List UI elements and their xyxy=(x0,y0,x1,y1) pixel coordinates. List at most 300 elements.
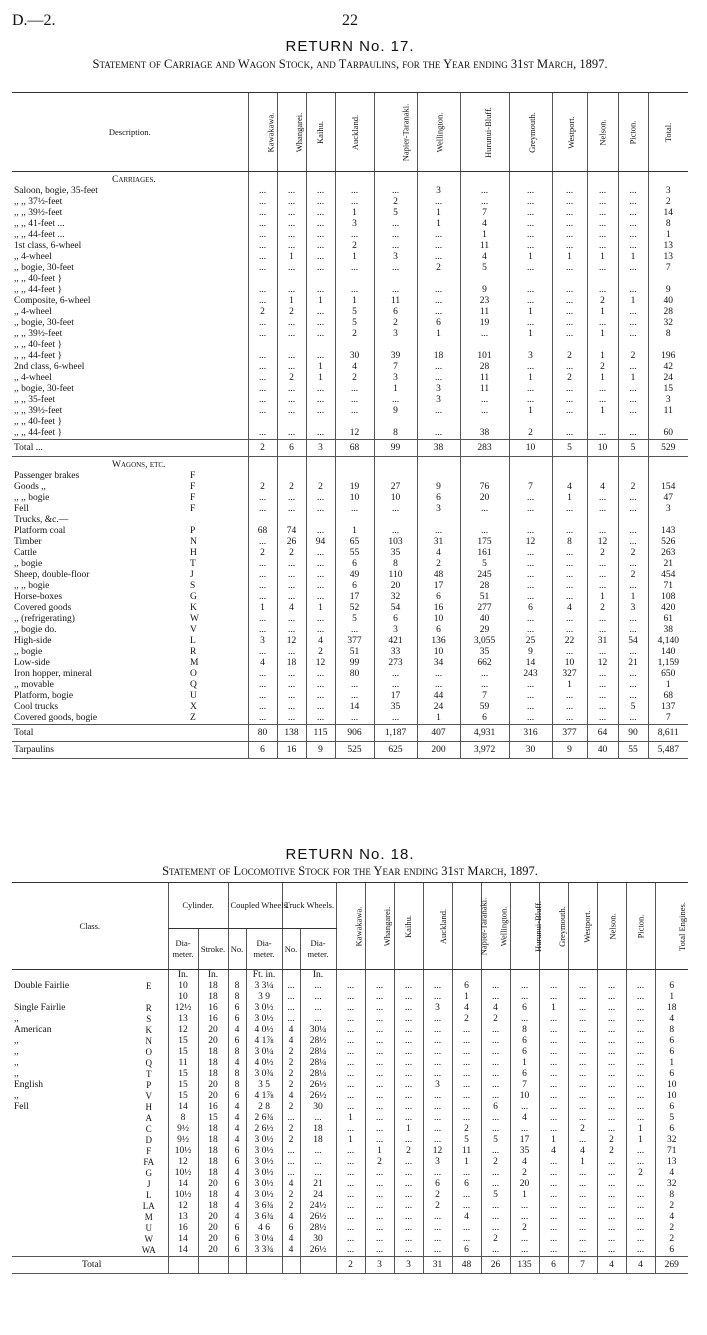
value-cell: ... xyxy=(597,1157,626,1168)
table-row xyxy=(12,713,688,725)
value-cell: ... xyxy=(626,981,655,992)
value-cell xyxy=(648,274,688,285)
value-cell: 3,972 xyxy=(460,742,509,759)
column-header xyxy=(336,883,365,970)
value-cell xyxy=(460,340,509,351)
value-cell: ... xyxy=(587,713,618,725)
cell xyxy=(248,457,277,472)
cell xyxy=(568,970,597,982)
value-cell: 526 xyxy=(648,537,688,548)
value-cell: ... xyxy=(509,625,552,636)
value-cell: 68 xyxy=(335,440,374,457)
value-cell: 31 xyxy=(417,537,460,548)
value-cell: ... xyxy=(568,1201,597,1212)
row-description xyxy=(12,318,248,329)
value-cell xyxy=(374,274,417,285)
row-label: ,, ,, 44-feet ... xyxy=(14,230,65,240)
value-cell: ... xyxy=(277,680,306,691)
table-row xyxy=(12,384,688,395)
value-cell: 26 xyxy=(481,1257,510,1274)
value-cell: 1 xyxy=(618,252,648,263)
class-name: ,, xyxy=(14,1036,19,1046)
spec-cell: 14 xyxy=(168,1245,198,1257)
value-cell: ... xyxy=(509,208,552,219)
value-cell: ... xyxy=(597,1223,626,1234)
spec-cell: ... xyxy=(300,1146,336,1157)
value-cell: ... xyxy=(335,197,374,208)
table-row xyxy=(12,658,688,669)
value-cell: 5 xyxy=(335,614,374,625)
value-cell: ... xyxy=(481,1091,510,1102)
row-description xyxy=(12,691,248,702)
class-letter: O xyxy=(145,1047,152,1057)
value-cell: 3 xyxy=(417,186,460,197)
value-cell: ... xyxy=(587,285,618,296)
value-cell: ... xyxy=(248,263,277,274)
value-cell: ... xyxy=(277,329,306,340)
value-cell: ... xyxy=(618,625,648,636)
value-cell: ... xyxy=(248,384,277,395)
value-cell: ... xyxy=(248,504,277,515)
value-cell: ... xyxy=(423,1124,452,1135)
value-cell: 3 xyxy=(248,636,277,647)
value-cell: 103 xyxy=(374,537,417,548)
value-cell xyxy=(417,340,460,351)
value-cell: ... xyxy=(552,559,587,570)
value-cell: 1 xyxy=(335,208,374,219)
value-cell: 6 xyxy=(481,1102,510,1113)
spec-cell: 4 xyxy=(282,1025,300,1036)
value-cell: 5,487 xyxy=(648,742,688,759)
spec-cell: 18 xyxy=(198,1190,228,1201)
value-cell: ... xyxy=(552,296,587,307)
value-cell: 1 xyxy=(335,296,374,307)
spec-cell: 18 xyxy=(198,1168,228,1179)
column-header xyxy=(365,883,394,970)
locomotive-row xyxy=(12,1168,688,1179)
value-cell: ... xyxy=(481,1025,510,1036)
value-cell: 1 xyxy=(306,296,335,307)
value-cell: 16 xyxy=(277,742,306,759)
value-cell: ... xyxy=(597,1102,626,1113)
value-cell: ... xyxy=(452,1091,481,1102)
spec-cell: 4 xyxy=(282,1212,300,1223)
row-label: Cool trucks xyxy=(14,702,59,712)
total-label: Total xyxy=(12,1257,168,1274)
value-cell: 16 xyxy=(417,603,460,614)
value-cell xyxy=(374,471,417,482)
value-cell: 60 xyxy=(648,428,688,440)
value-cell: ... xyxy=(552,263,587,274)
total-row xyxy=(12,742,688,759)
value-cell: ... xyxy=(509,362,552,373)
column-header xyxy=(597,883,626,970)
locomotive-row xyxy=(12,1234,688,1245)
row-description xyxy=(12,208,248,219)
value-cell: 55 xyxy=(618,742,648,759)
value-cell: ... xyxy=(510,1234,539,1245)
value-cell xyxy=(618,417,648,428)
row-class-letter: Z xyxy=(190,713,196,723)
spec-cell: 20 xyxy=(198,1179,228,1190)
column-header-label: Wellington. xyxy=(433,112,444,152)
value-cell: 1 xyxy=(509,307,552,318)
class-name xyxy=(12,992,130,1003)
value-cell: ... xyxy=(597,1047,626,1058)
value-cell: ... xyxy=(626,1102,655,1113)
value-cell: 3 xyxy=(394,1257,423,1274)
value-cell: ... xyxy=(481,1069,510,1080)
column-header-label: Total. xyxy=(662,122,673,142)
value-cell: ... xyxy=(481,1168,510,1179)
value-cell: ... xyxy=(481,1058,510,1069)
unit-cell xyxy=(282,970,300,982)
spec-cell: 30¼ xyxy=(300,1025,336,1036)
value-cell xyxy=(335,471,374,482)
table-row xyxy=(12,482,688,493)
value-cell: ... xyxy=(552,208,587,219)
value-cell: 2 xyxy=(374,197,417,208)
locomotive-row xyxy=(12,1080,688,1091)
value-cell: ... xyxy=(336,1223,365,1234)
spec-cell: 11 xyxy=(168,1058,198,1069)
value-cell: ... xyxy=(552,197,587,208)
column-header-label: Kaihu. xyxy=(315,120,325,144)
value-cell: 76 xyxy=(460,482,509,493)
value-cell: ... xyxy=(552,581,587,592)
value-cell: ... xyxy=(587,263,618,274)
value-cell: ... xyxy=(568,1091,597,1102)
value-cell: ... xyxy=(626,1157,655,1168)
cell xyxy=(374,172,417,187)
spec-cell: 28¼ xyxy=(300,1047,336,1058)
value-cell: ... xyxy=(365,992,394,1003)
value-cell: ... xyxy=(509,186,552,197)
value-cell: ... xyxy=(509,548,552,559)
value-cell xyxy=(374,515,417,526)
value-cell: ... xyxy=(597,1168,626,1179)
value-cell xyxy=(277,274,306,285)
value-cell: ... xyxy=(417,241,460,252)
table-row xyxy=(12,406,688,417)
value-cell: 65 xyxy=(335,537,374,548)
value-cell xyxy=(587,471,618,482)
row-description xyxy=(12,285,248,296)
value-cell: 12 xyxy=(587,658,618,669)
value-cell: ... xyxy=(248,351,277,362)
value-cell: ... xyxy=(552,625,587,636)
spec-cell: ... xyxy=(300,992,336,1003)
value-cell: 263 xyxy=(648,548,688,559)
value-cell: ... xyxy=(365,1190,394,1201)
value-cell: ... xyxy=(277,647,306,658)
table-row xyxy=(12,340,688,351)
value-cell: 9 xyxy=(306,742,335,759)
value-cell: ... xyxy=(568,1135,597,1146)
value-cell: ... xyxy=(510,1201,539,1212)
value-cell: 6 xyxy=(460,713,509,725)
value-cell: ... xyxy=(394,1179,423,1190)
spec-cell: 9½ xyxy=(168,1124,198,1135)
value-cell: 327 xyxy=(552,669,587,680)
value-cell: 1 xyxy=(626,1135,655,1146)
value-cell: ... xyxy=(539,1212,568,1223)
value-cell: ... xyxy=(417,252,460,263)
unit-cell: In. xyxy=(168,970,198,982)
row-description xyxy=(12,186,248,197)
value-cell xyxy=(277,471,306,482)
value-cell: 1 xyxy=(655,1058,688,1069)
spec-cell: 15 xyxy=(168,1080,198,1091)
value-cell: 8 xyxy=(510,1025,539,1036)
spec-cell: 26½ xyxy=(300,1245,336,1257)
value-cell: 5 xyxy=(552,440,587,457)
spec-cell: ... xyxy=(282,1157,300,1168)
value-cell: ... xyxy=(618,493,648,504)
spec-cell: 10½ xyxy=(168,1168,198,1179)
value-cell: ... xyxy=(597,1113,626,1124)
value-cell: 273 xyxy=(374,658,417,669)
value-cell: ... xyxy=(597,981,626,992)
value-cell: ... xyxy=(481,1036,510,1047)
value-cell: ... xyxy=(587,669,618,680)
value-cell xyxy=(277,417,306,428)
value-cell: ... xyxy=(509,559,552,570)
spec-cell: 4 xyxy=(228,1135,246,1146)
row-label: Composite, 6-wheel xyxy=(14,296,91,306)
value-cell: ... xyxy=(626,1036,655,1047)
value-cell: ... xyxy=(618,384,648,395)
class-letter: E xyxy=(146,981,152,991)
value-cell: ... xyxy=(248,285,277,296)
value-cell: ... xyxy=(587,614,618,625)
column-header xyxy=(335,93,374,172)
value-cell: ... xyxy=(277,395,306,406)
value-cell: ... xyxy=(539,1179,568,1190)
value-cell: ... xyxy=(306,351,335,362)
value-cell: ... xyxy=(618,263,648,274)
value-cell: 6 xyxy=(655,1069,688,1080)
column-header-label: Nelson. xyxy=(607,912,618,940)
table-row xyxy=(12,680,688,691)
value-cell xyxy=(460,274,509,285)
value-cell: ... xyxy=(248,702,277,713)
spec-cell: ... xyxy=(282,992,300,1003)
value-cell: ... xyxy=(365,1102,394,1113)
value-cell: 4 xyxy=(655,1212,688,1223)
value-cell: ... xyxy=(552,307,587,318)
spec-cell: 3 0½ xyxy=(246,1157,282,1168)
row-label: Goods ,, xyxy=(14,482,46,492)
value-cell: ... xyxy=(394,1234,423,1245)
value-cell: 1 xyxy=(539,1003,568,1014)
value-cell: ... xyxy=(587,526,618,537)
value-cell: 5 xyxy=(460,559,509,570)
spec-cell: 26½ xyxy=(300,1091,336,1102)
description-header xyxy=(12,93,248,172)
row-description xyxy=(12,471,248,482)
row-class-letter: L xyxy=(190,636,196,646)
value-cell: 13 xyxy=(655,1157,688,1168)
value-cell xyxy=(417,471,460,482)
value-cell: ... xyxy=(587,428,618,440)
column-header-label: Napier-Taranaki. xyxy=(399,103,410,161)
value-cell: 94 xyxy=(306,537,335,548)
spec-cell: 4 xyxy=(228,1113,246,1124)
return-17-title: RETURN No. 17. xyxy=(285,38,415,55)
value-cell: ... xyxy=(277,318,306,329)
value-cell: ... xyxy=(568,1036,597,1047)
value-cell: 14 xyxy=(509,658,552,669)
value-cell: ... xyxy=(618,559,648,570)
value-cell: 1 xyxy=(417,713,460,725)
locomotive-row xyxy=(12,1014,688,1025)
value-cell: ... xyxy=(481,992,510,1003)
value-cell: 4 xyxy=(626,1257,655,1274)
spec-cell: 2 xyxy=(282,1190,300,1201)
value-cell: 28 xyxy=(460,581,509,592)
class-letter: A xyxy=(145,1113,152,1123)
value-cell: ... xyxy=(626,1212,655,1223)
class-letter: L xyxy=(146,1190,152,1200)
value-cell: ... xyxy=(618,526,648,537)
value-cell: 2 xyxy=(248,482,277,493)
value-cell: 5 xyxy=(655,1113,688,1124)
value-cell: ... xyxy=(552,362,587,373)
value-cell: 12 xyxy=(277,636,306,647)
value-cell: 6 xyxy=(452,981,481,992)
value-cell: 54 xyxy=(374,603,417,614)
value-cell: ... xyxy=(460,197,509,208)
value-cell: 200 xyxy=(417,742,460,759)
value-cell: ... xyxy=(394,992,423,1003)
value-cell: ... xyxy=(277,230,306,241)
row-description xyxy=(12,482,248,493)
value-cell: 4 xyxy=(510,1157,539,1168)
value-cell: ... xyxy=(306,504,335,515)
value-cell: 17 xyxy=(417,581,460,592)
value-cell: ... xyxy=(248,241,277,252)
class-letter: M xyxy=(144,1212,153,1222)
value-cell: 4 xyxy=(306,636,335,647)
value-cell: 10 xyxy=(417,647,460,658)
cell xyxy=(282,1257,300,1274)
value-cell: 1 xyxy=(335,252,374,263)
class-name xyxy=(12,1146,130,1157)
value-cell: ... xyxy=(510,1102,539,1113)
value-cell: 2 xyxy=(618,351,648,362)
spec-cell: 18 xyxy=(198,1135,228,1146)
value-cell: ... xyxy=(568,1234,597,1245)
cell xyxy=(335,457,374,472)
cell xyxy=(277,457,306,472)
total-row xyxy=(12,440,688,457)
value-cell: ... xyxy=(568,1025,597,1036)
value-cell: ... xyxy=(423,992,452,1003)
cell xyxy=(460,457,509,472)
value-cell: 5 xyxy=(335,318,374,329)
row-class-letter: V xyxy=(190,625,197,635)
value-cell: 71 xyxy=(648,581,688,592)
value-cell: ... xyxy=(552,230,587,241)
value-cell: ... xyxy=(597,1245,626,1257)
spec-cell: 20 xyxy=(198,1223,228,1234)
value-cell: 8 xyxy=(655,1025,688,1036)
cell xyxy=(587,457,618,472)
value-cell: 11 xyxy=(460,384,509,395)
table-row xyxy=(12,702,688,713)
value-cell xyxy=(509,340,552,351)
row-label: Covered goods, bogie xyxy=(14,713,98,723)
value-cell: 245 xyxy=(460,570,509,581)
value-cell: ... xyxy=(277,493,306,504)
value-cell: 17 xyxy=(335,592,374,603)
class-name: Fell xyxy=(14,1102,29,1112)
value-cell: ... xyxy=(587,493,618,504)
value-cell: ... xyxy=(618,285,648,296)
value-cell xyxy=(335,274,374,285)
value-cell: ... xyxy=(552,504,587,515)
row-label: ,, ,, 41-feet ... xyxy=(14,219,65,229)
value-cell: ... xyxy=(277,285,306,296)
value-cell: 1 xyxy=(510,1058,539,1069)
carriage-wagon-table xyxy=(12,92,688,759)
value-cell: 38 xyxy=(648,625,688,636)
value-cell: ... xyxy=(365,1113,394,1124)
value-cell: ... xyxy=(568,1047,597,1058)
value-cell: ... xyxy=(423,1135,452,1146)
value-cell: 2 xyxy=(335,329,374,340)
locomotive-row xyxy=(12,1047,688,1058)
value-cell: 38 xyxy=(460,428,509,440)
row-description xyxy=(12,669,248,680)
value-cell: ... xyxy=(481,1124,510,1135)
value-cell: 2 xyxy=(655,1234,688,1245)
value-cell: ... xyxy=(510,1212,539,1223)
value-cell: ... xyxy=(336,1003,365,1014)
value-cell: ... xyxy=(568,1003,597,1014)
spec-cell: 14 xyxy=(168,1102,198,1113)
cell xyxy=(648,457,688,472)
value-cell: 243 xyxy=(509,669,552,680)
class-name: Double Fairlie xyxy=(14,981,70,991)
row-description xyxy=(12,537,248,548)
value-cell: 2 xyxy=(481,1234,510,1245)
value-cell: ... xyxy=(336,1212,365,1223)
value-cell: 4,931 xyxy=(460,725,509,742)
cell xyxy=(618,457,648,472)
locomotive-row xyxy=(12,1201,688,1212)
value-cell: 33 xyxy=(374,647,417,658)
value-cell: 2 xyxy=(510,1223,539,1234)
cell xyxy=(587,172,618,187)
row-description xyxy=(12,241,248,252)
value-cell: ... xyxy=(336,981,365,992)
value-cell: ... xyxy=(539,1025,568,1036)
spec-cell: ... xyxy=(300,1113,336,1124)
value-cell: ... xyxy=(626,1014,655,1025)
row-description xyxy=(12,373,248,384)
value-cell: ... xyxy=(618,504,648,515)
subcolumn-header: Dia- meter. xyxy=(168,929,198,970)
value-cell: 6 xyxy=(417,318,460,329)
value-cell: 6 xyxy=(510,1047,539,1058)
value-cell: ... xyxy=(277,208,306,219)
value-cell: ... xyxy=(626,1080,655,1091)
value-cell: 49 xyxy=(335,570,374,581)
class-name xyxy=(12,1179,130,1190)
class-letter: S xyxy=(146,1014,152,1024)
